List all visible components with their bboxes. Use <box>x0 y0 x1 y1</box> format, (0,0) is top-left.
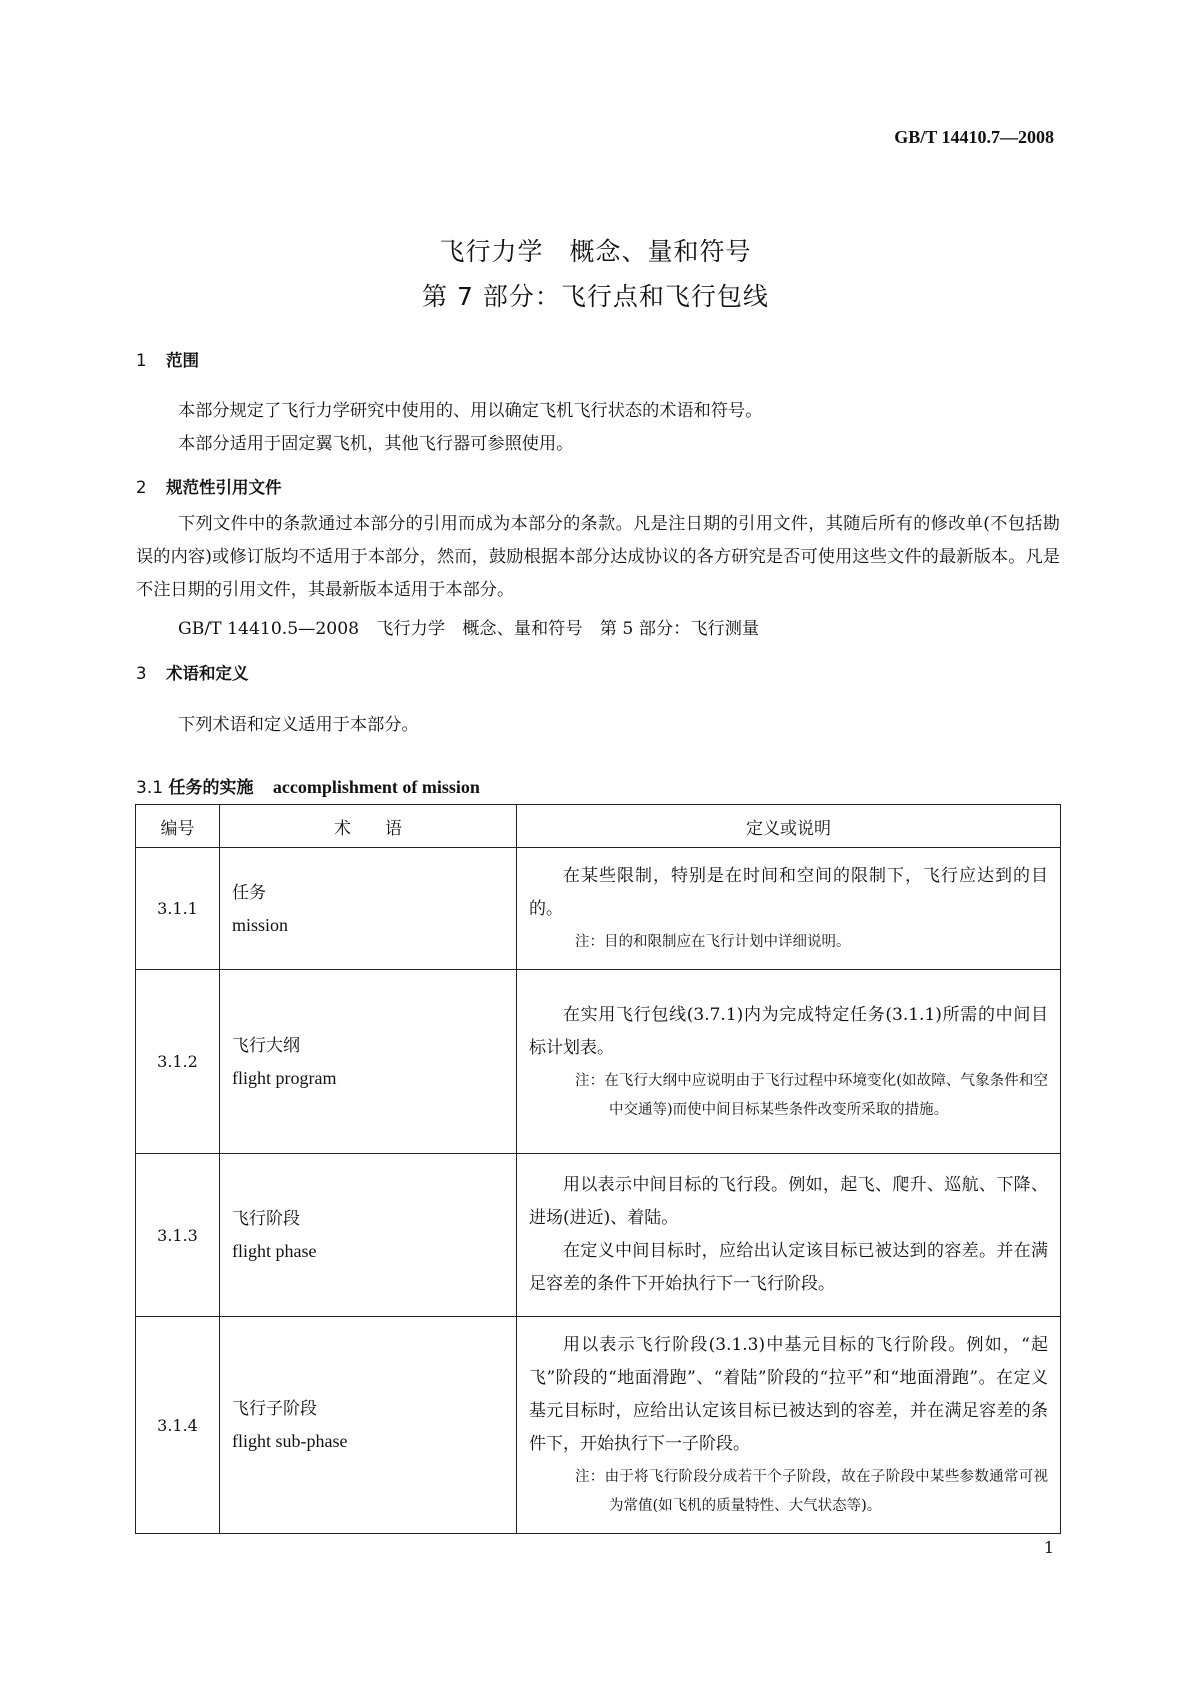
section-title: 规范性引用文件 <box>166 478 282 497</box>
definition-text: 在某些限制，特别是在时间和空间的限制下，飞行应达到的目的。 <box>529 866 1048 919</box>
section-heading-references <box>136 474 282 498</box>
definition-cell <box>517 848 1061 970</box>
subsection-heading <box>136 773 480 798</box>
term-chinese: 飞行子阶段 <box>232 1399 317 1419</box>
section-number: 1 <box>136 351 147 370</box>
document-title-line2: 第 7 部分：飞行点和飞行包线 <box>422 282 769 311</box>
definition-text: 在实用飞行包线(3.7.1)内为完成特定任务(3.1.1)所需的中间目标计划表。 <box>529 1004 1048 1058</box>
subsection-title-cn: 任务的实施 <box>168 778 254 798</box>
section-heading-terms <box>136 660 249 684</box>
terms-intro: 下列术语和定义适用于本部分。 <box>178 715 419 735</box>
term-chinese: 飞行大纲 <box>232 1035 300 1056</box>
term-number: 3.1.3 <box>136 1154 220 1317</box>
column-header-number: 编号 <box>136 805 220 848</box>
definition-cell <box>517 1317 1061 1534</box>
term-english: flight program <box>232 1067 337 1088</box>
terms-table <box>135 804 1061 1534</box>
section-title: 范围 <box>166 351 199 370</box>
definition-cell <box>517 1154 1061 1317</box>
definition-text-2: 在定义中间目标时，应给出认定该目标已被达到的容差。并在满足容差的条件下开始执行下一飞行阶段。 <box>529 1241 1048 1294</box>
definition-text: 用以表示飞行阶段(3.1.3)中基元目标的飞行阶段。例如，“起飞”阶段的“地面滑跑”、“着陆”阶段的“拉平”和“地面滑跑”。在定义基元目标时，应给出认定该目标已被达到的容差，并在满足容差的条件下，开始执行下一子阶段。 <box>529 1335 1048 1454</box>
term-english: mission <box>232 914 289 935</box>
table-row <box>136 970 1061 1154</box>
column-header-definition: 定义或说明 <box>517 805 1061 848</box>
term-number: 3.1.2 <box>136 970 220 1154</box>
subsection-number: 3.1 <box>136 778 164 798</box>
definition-note: 注：由于将飞行阶段分成若干个子阶段，故在子阶段中某些参数通常可视为常值(如飞机的质量特性、大气状态等)。 <box>575 1469 1048 1514</box>
term-english: flight sub-phase <box>232 1431 348 1451</box>
definition-cell <box>517 970 1061 1154</box>
definition-text: 用以表示中间目标的飞行段。例如，起飞、爬升、巡航、下降、进场(进近)、着陆。 <box>529 1175 1048 1228</box>
term-cell <box>220 970 517 1154</box>
table-row <box>136 1154 1061 1317</box>
scope-paragraph-1: 本部分规定了飞行力学研究中使用的、用以确定飞机飞行状态的术语和符号。 <box>178 401 763 421</box>
term-english: flight phase <box>232 1241 317 1261</box>
section-number: 3 <box>136 664 147 683</box>
term-cell <box>220 1154 517 1317</box>
definition-note: 注：目的和限制应在飞行计划中详细说明。 <box>575 934 851 950</box>
reference-item: GB/T 14410.5—2008 飞行力学 概念、量和符号 第 5 部分：飞行测量 <box>178 619 760 639</box>
column-header-term: 术 语 <box>220 805 517 848</box>
term-cell <box>220 1317 517 1534</box>
subsection-title-en: accomplishment of mission <box>272 777 480 797</box>
term-chinese: 飞行阶段 <box>232 1209 300 1229</box>
term-chinese: 任务 <box>232 882 266 903</box>
scope-paragraph-2: 本部分适用于固定翼飞机，其他飞行器可参照使用。 <box>178 434 574 454</box>
definition-note: 注：在飞行大纲中应说明由于飞行过程中环境变化(如故障、气象条件和空中交通等)而使中间目标某些条件改变所采取的措施。 <box>575 1072 1048 1118</box>
table-row <box>136 1317 1061 1534</box>
term-number: 3.1.4 <box>136 1317 220 1534</box>
standard-code: GB/T 14410.7—2008 <box>894 127 1054 147</box>
section-number: 2 <box>136 478 147 497</box>
term-cell <box>220 848 517 970</box>
table-header-row <box>136 805 1061 848</box>
page-number: 1 <box>1043 1538 1054 1557</box>
section-heading-scope <box>136 347 199 371</box>
references-paragraph: 下列文件中的条款通过本部分的引用而成为本部分的条款。凡是注日期的引用文件，其随后所有的修改单(不包括勘误的内容)或修订版均不适用于本部分，然而，鼓励根据本部分达成协议的各方研究是否可使用这些文件的最新版本。凡是不注日期的引用文件，其最新版本适用于本部分。 <box>136 514 1060 600</box>
document-title-line1: 飞行力学 概念、量和符号 <box>439 237 752 266</box>
table-row <box>136 848 1061 970</box>
section-title: 术语和定义 <box>166 664 249 683</box>
term-number: 3.1.1 <box>136 848 220 970</box>
